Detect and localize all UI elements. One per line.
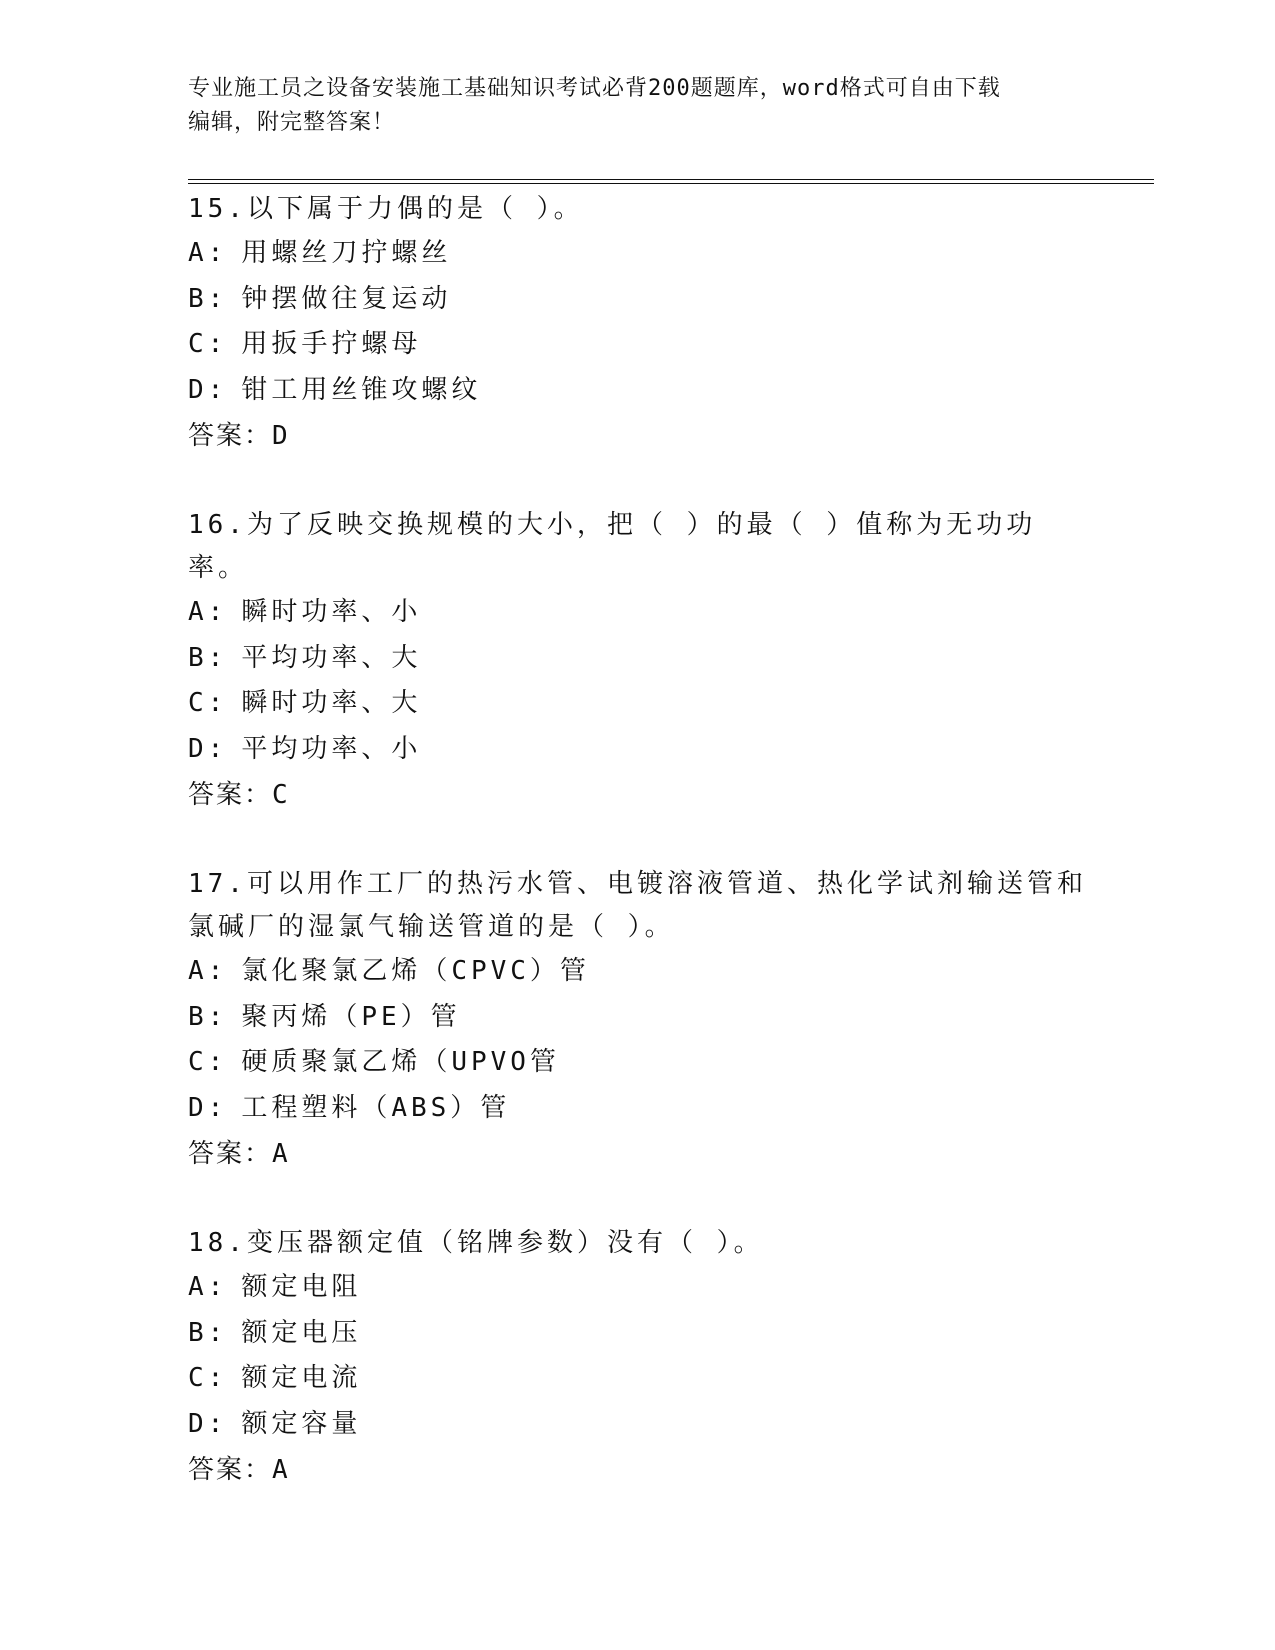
option-text: 氯化聚氯乙烯（CPVC）管 (241, 956, 590, 986)
option-b (188, 277, 1088, 323)
option-text: 用螺丝刀拧螺丝 (241, 238, 452, 268)
option-c (188, 1356, 1088, 1402)
option-text: 聚丙烯（PE）管 (241, 1001, 461, 1032)
option-a (188, 1265, 1088, 1311)
option-text: 额定电流 (241, 1363, 362, 1393)
option-text: 额定电压 (241, 1317, 362, 1348)
option-text: 钳工用丝锥攻螺纹 (241, 374, 482, 405)
answer-line: 答案：A (188, 1455, 290, 1485)
option-key: B: (188, 1317, 228, 1348)
document-header (188, 72, 1088, 140)
option-key: D: (188, 1092, 228, 1123)
question-list (188, 188, 1088, 1538)
question-stem: 17.可以用作工厂的热污水管、电镀溶液管道、热化学试剂输送管和氯碱厂的湿氯气输送管道的是（ ）。 (188, 869, 1087, 942)
option-key: C: (188, 1363, 228, 1393)
option-key: D: (188, 374, 228, 405)
option-key: D: (188, 733, 228, 764)
option-key: C: (188, 329, 228, 359)
option-b (188, 995, 1088, 1041)
option-a (188, 949, 1088, 995)
header-title-line-2: 编辑，附完整答案！ (188, 110, 396, 135)
option-d (188, 1086, 1088, 1132)
option-key: A: (188, 1272, 228, 1302)
option-c (188, 1040, 1088, 1086)
option-text: 用扳手拧螺母 (241, 329, 422, 359)
option-key: A: (188, 956, 228, 986)
option-a (188, 590, 1088, 636)
answer-line: 答案：A (188, 1139, 290, 1169)
question-stem: 18.变压器额定值（铭牌参数）没有（ ）。 (188, 1228, 764, 1258)
answer-line: 答案：D (188, 421, 290, 451)
question-stem: 15.以下属于力偶的是（ ）。 (188, 194, 584, 224)
option-d (188, 368, 1088, 414)
option-text: 额定容量 (241, 1408, 362, 1439)
question-16 (188, 504, 1088, 818)
question-15 (188, 188, 1088, 459)
option-d (188, 1402, 1088, 1448)
option-text: 钟摆做往复运动 (241, 283, 452, 314)
option-key: C: (188, 688, 228, 718)
option-key: B: (188, 642, 228, 673)
option-key: D: (188, 1408, 228, 1439)
option-a (188, 231, 1088, 277)
option-text: 瞬时功率、小 (241, 597, 422, 627)
option-text: 瞬时功率、大 (241, 688, 422, 718)
header-title-line-1: 专业施工员之设备安装施工基础知识考试必背200题题库，word格式可自由下载 (188, 76, 1001, 101)
option-b (188, 1311, 1088, 1357)
option-b (188, 636, 1088, 682)
option-text: 平均功率、大 (241, 642, 422, 673)
option-text: 平均功率、小 (241, 733, 422, 764)
header-divider-bottom (188, 183, 1154, 184)
option-text: 硬质聚氯乙烯（UPVO管 (241, 1047, 560, 1077)
option-key: B: (188, 1001, 228, 1032)
option-text: 工程塑料（ABS）管 (241, 1092, 511, 1123)
option-key: B: (188, 283, 228, 314)
option-c (188, 322, 1088, 368)
option-text: 额定电阻 (241, 1272, 362, 1302)
answer-line: 答案：C (188, 780, 290, 810)
question-18 (188, 1222, 1088, 1493)
header-divider-top (188, 179, 1154, 180)
option-key: A: (188, 597, 228, 627)
option-c (188, 681, 1088, 727)
option-key: C: (188, 1047, 228, 1077)
option-key: A: (188, 238, 228, 268)
option-d (188, 727, 1088, 773)
question-17 (188, 863, 1088, 1177)
question-stem: 16.为了反映交换规模的大小，把（ ）的最（ ）值称为无功功率。 (188, 510, 1037, 583)
